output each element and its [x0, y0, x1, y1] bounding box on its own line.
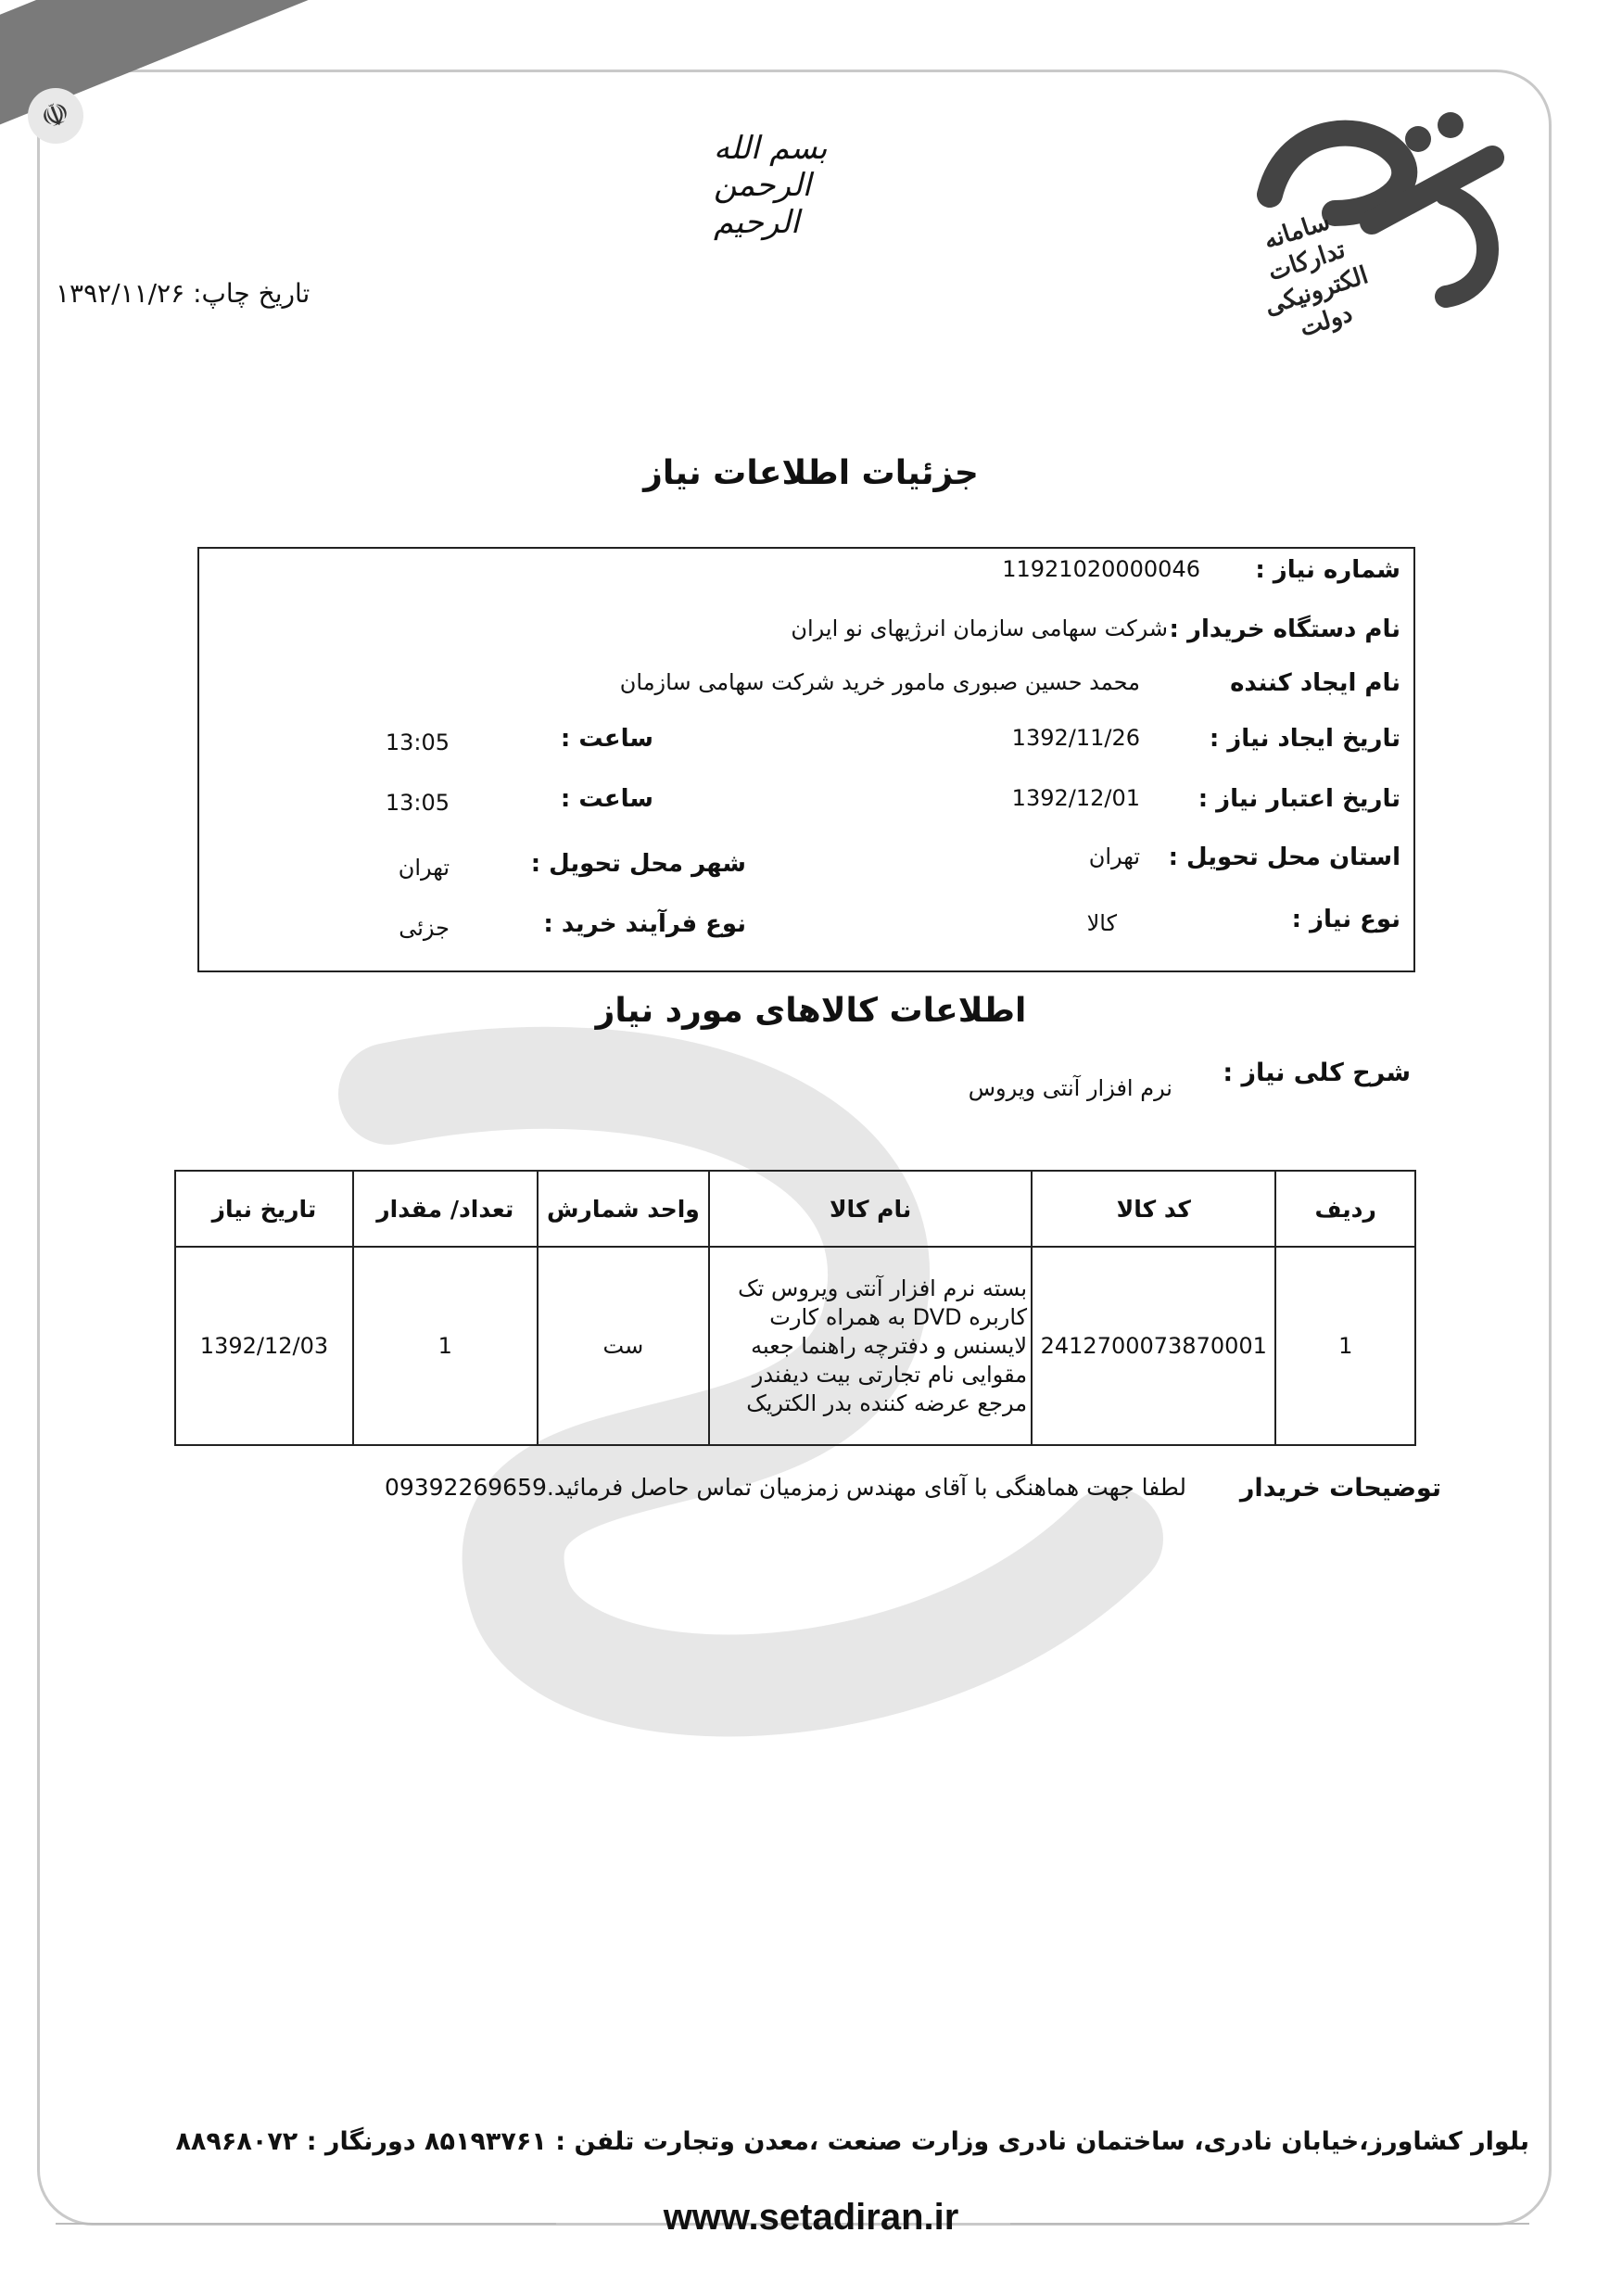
emblem-icon: ☫: [19, 80, 92, 152]
need-info-box: [197, 547, 1415, 972]
need-type: کالا: [1086, 910, 1117, 936]
col-unit-header: واحد شمارش: [538, 1171, 710, 1247]
col-row-header: ردیف: [1275, 1171, 1415, 1247]
table-header-row: [175, 1171, 1415, 1247]
buyer-notes-label: توضیحات خریدار: [1239, 1474, 1441, 1503]
bismillah: بسم الله الرحمن الرحیم: [714, 130, 828, 241]
need-number-label: شماره نیاز :: [1255, 556, 1400, 584]
process-type: جزئی: [399, 915, 450, 941]
valid-time-label: ساعت :: [560, 785, 653, 813]
valid-date-label: تاریخ اعتبار نیاز :: [1197, 785, 1400, 813]
table-row: [175, 1247, 1415, 1445]
details-title: جزئیات اطلاعات نیاز: [643, 454, 979, 492]
col-code-header: کد کالا: [1032, 1171, 1275, 1247]
need-number: 11921020000046: [1002, 556, 1200, 582]
goods-table: [174, 1170, 1416, 1446]
buyer-label: نام دستگاه خریدار :: [1169, 615, 1400, 643]
footer-address: بلوار کشاورز،خیابان نادری، ساختمان نادری وزارت صنعت ،معدن وتجارت تلفن : ۸۵۱۹۳۷۶۱ دورنگار : ۸۸۹۶۸۰۷۲: [175, 2127, 1529, 2156]
city: تهران: [398, 855, 450, 881]
footer-url: www.setadiran.ir: [663, 2197, 959, 2238]
cell-code: 2412700073870001: [1032, 1247, 1275, 1445]
valid-date: 1392/12/01: [1011, 785, 1140, 811]
need-type-label: نوع نیاز :: [1291, 906, 1400, 933]
print-date: [56, 278, 310, 309]
valid-time: 13:05: [385, 790, 450, 816]
cell-date: 1392/12/03: [175, 1247, 353, 1445]
created-time-label: ساعت :: [560, 725, 653, 753]
cell-row: 1: [1275, 1247, 1415, 1445]
general-desc: نرم افزار آنتی ویروس: [968, 1075, 1172, 1101]
creator-label: نام ایجاد کننده: [1230, 669, 1400, 697]
cell-name: بسته نرم افزار آنتی ویروس تک کاربره DVD به همراه کارت لایسنس و دفترچه راهنما جعبه مقوایی نام تجارتی بیت دیفندر مرجع عرضه کننده بدر الکتریک: [709, 1247, 1032, 1445]
creator-name: محمد حسین صبوری مامور خرید شرکت سهامی سازمان: [619, 669, 1140, 695]
col-date-header: تاریخ نیاز: [175, 1171, 353, 1247]
col-quantity-header: تعداد/ مقدار: [353, 1171, 538, 1247]
created-time: 13:05: [385, 729, 450, 755]
logo-text: سامانه تدارکات الکترونیکی دولت: [1261, 207, 1372, 343]
province-label: استان محل تحویل :: [1168, 844, 1400, 871]
process-label: نوع فرآیند خرید :: [543, 910, 746, 938]
print-date-value: ۱۳۹۲/۱۱/۲۶: [56, 278, 185, 309]
general-desc-label: شرح کلی نیاز :: [1223, 1059, 1411, 1087]
created-date: 1392/11/26: [1011, 725, 1140, 751]
cell-unit: ست: [538, 1247, 710, 1445]
city-label: شهر محل تحویل :: [530, 850, 746, 878]
goods-title: اطلاعات کالاهای مورد نیاز: [595, 992, 1027, 1030]
province: تهران: [1088, 844, 1140, 869]
created-date-label: تاریخ ایجاد نیاز :: [1209, 725, 1400, 753]
cell-quantity: 1: [353, 1247, 538, 1445]
buyer-name: شرکت سهامی سازمان انرژیهای نو ایران: [791, 615, 1168, 641]
buyer-notes: لطفا جهت هماهنگی با آقای مهندس زمزمیان تماس حاصل فرمائید.09392269659: [384, 1474, 1186, 1501]
print-date-label: تاریخ چاپ:: [193, 278, 310, 309]
col-name-header: نام کالا: [709, 1171, 1032, 1247]
